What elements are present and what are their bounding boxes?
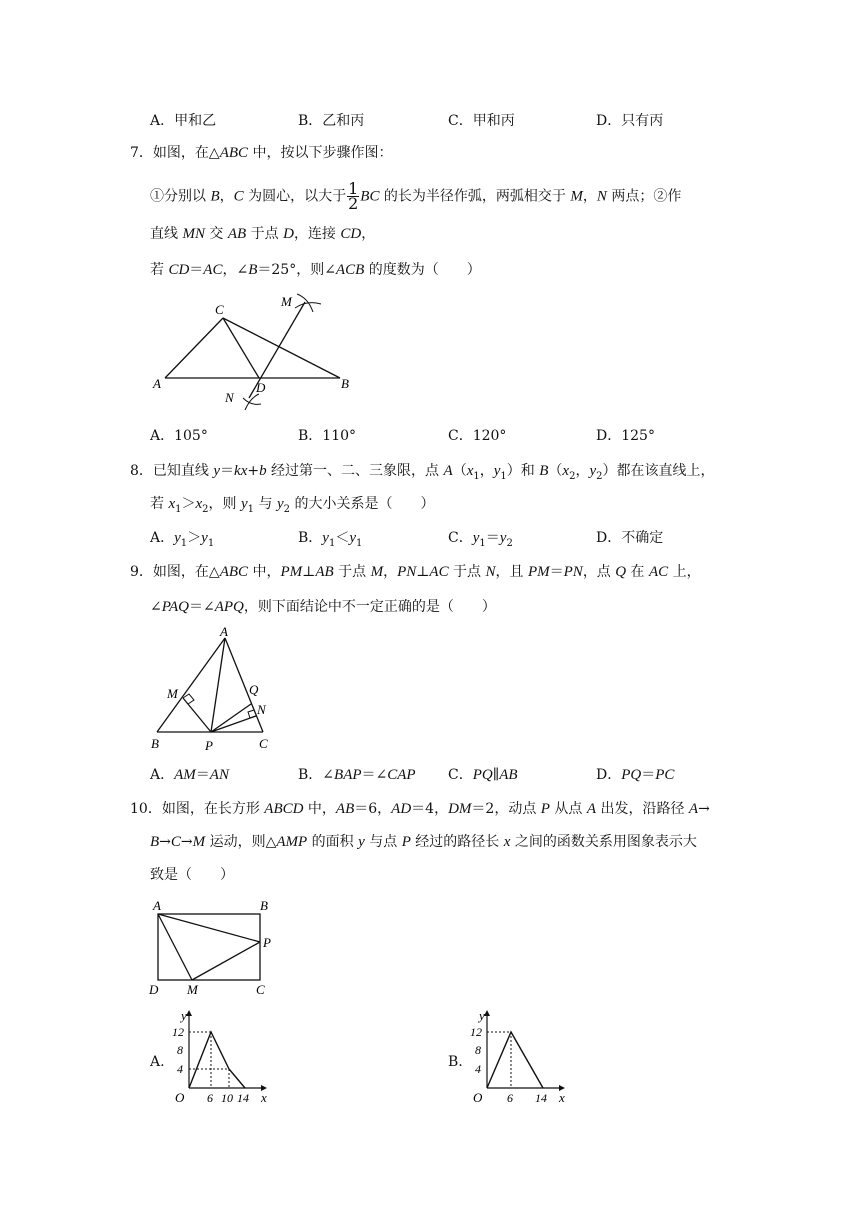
q7-option-b[interactable]: B．110° <box>298 428 357 444</box>
var: y <box>241 496 248 512</box>
text: C． <box>448 530 473 546</box>
label-n: N <box>257 702 266 717</box>
text: ，∠ <box>222 262 249 278</box>
var: D <box>283 226 294 242</box>
var: ACB <box>335 262 365 278</box>
q6-option-a[interactable]: A．甲和乙 <box>150 113 217 129</box>
sub: 1 <box>328 537 336 549</box>
var: ABC <box>219 145 249 161</box>
text: ＝ <box>220 463 235 479</box>
var: CAP <box>387 767 416 783</box>
var: M <box>370 564 384 580</box>
arc-m2 <box>295 303 321 308</box>
sub: 2 <box>202 503 209 515</box>
q10-number: 10． <box>130 801 162 817</box>
var: y <box>589 463 597 479</box>
x-tick-6: 6 <box>207 1091 213 1105</box>
q6-option-d[interactable]: D．只有丙 <box>596 113 664 129</box>
text: 的大小关系是（ ） <box>290 496 435 512</box>
var: A <box>586 801 597 817</box>
text: 若 <box>150 496 169 512</box>
segment-am <box>158 914 192 980</box>
text: ＝4， <box>411 801 449 817</box>
sub: 1 <box>356 537 363 549</box>
var: C <box>233 188 244 205</box>
y-axis-arrow <box>484 1010 490 1016</box>
label-m: M <box>281 294 292 309</box>
q10-line2 <box>150 832 697 852</box>
graph-a-line <box>189 1032 245 1088</box>
sub: 2 <box>569 470 576 482</box>
text: B．∠ <box>298 767 335 783</box>
q7-number: 7． <box>130 145 153 161</box>
text: ＝ <box>641 767 656 783</box>
text: ＝ <box>195 767 210 783</box>
q8-line1 <box>130 461 715 487</box>
q10-figure <box>145 896 285 998</box>
var: y <box>322 530 329 546</box>
text: 已知直线 <box>152 463 214 479</box>
segment-pm <box>183 698 211 732</box>
text: 于点 <box>246 226 284 242</box>
text: ＝∠ <box>188 599 215 615</box>
var: x <box>466 463 474 479</box>
text: D． <box>596 530 622 546</box>
text: ＜ <box>335 530 350 546</box>
text: ）和 <box>506 463 540 479</box>
var: P <box>540 801 550 817</box>
var: y <box>499 530 507 546</box>
q10-option-a[interactable]: A. <box>150 1054 165 1070</box>
fraction-one-half <box>347 179 359 213</box>
var: AB <box>315 564 334 580</box>
graph-b-line <box>487 1032 543 1088</box>
label-a: A <box>153 898 161 913</box>
var: AMP <box>276 834 308 850</box>
text: ，连接 <box>293 226 341 242</box>
sub: 1 <box>479 537 486 549</box>
q8-option-a[interactable] <box>150 528 214 554</box>
var: AD <box>391 801 412 817</box>
label-p: P <box>205 738 213 753</box>
q7-option-d[interactable]: D．125° <box>596 428 655 444</box>
text: ＝25°，则∠ <box>257 262 336 278</box>
var: x <box>195 496 203 512</box>
var: y <box>349 530 357 546</box>
text: → <box>159 834 171 850</box>
x-label: x <box>559 1090 565 1105</box>
text: ＞ <box>187 530 202 546</box>
var: y <box>174 530 181 546</box>
sub: 1 <box>180 537 188 549</box>
q9-option-c[interactable] <box>448 765 518 785</box>
var: PM <box>280 564 303 580</box>
x-label: x <box>261 1090 267 1105</box>
q10-graph-a <box>165 1010 275 1106</box>
q7-stem <box>130 143 393 163</box>
text: 中， <box>248 564 281 580</box>
text: 为圆心，以大于 <box>243 188 347 205</box>
text: A． <box>150 767 175 783</box>
y-label: y <box>181 1010 187 1023</box>
q9-option-b[interactable] <box>298 765 416 785</box>
var: PAQ <box>161 599 189 615</box>
label-p: P <box>263 935 271 950</box>
segment-ap <box>211 638 225 732</box>
x-tick-6: 6 <box>507 1091 513 1105</box>
text: 若 <box>150 262 169 278</box>
text: 两点；②作 <box>606 188 682 205</box>
y-axis-arrow <box>186 1010 192 1016</box>
var: M <box>570 188 583 205</box>
text: 中， <box>303 801 336 817</box>
text: （ <box>548 463 563 479</box>
text: 于点 <box>448 564 486 580</box>
text: 在 <box>626 564 650 580</box>
text: 交 <box>204 226 228 242</box>
segment-pn <box>211 716 256 732</box>
var: P <box>401 834 411 850</box>
q9-number: 9． <box>130 564 153 580</box>
label-c: C <box>215 302 224 317</box>
var: y <box>358 834 365 850</box>
label-b: B <box>260 898 268 913</box>
text: 运动，则△ <box>205 834 277 850</box>
sub: 1 <box>473 470 480 482</box>
var: AN <box>209 767 229 783</box>
y-tick-4: 4 <box>475 1062 481 1076</box>
label-a: A <box>220 624 228 639</box>
text: ， <box>219 188 234 205</box>
var: kx <box>234 463 248 479</box>
var: PC <box>655 767 675 783</box>
sub: 1 <box>500 470 507 482</box>
text: C． <box>448 767 473 783</box>
text: 的面积 <box>307 834 359 850</box>
text: 出发，沿路径 <box>596 801 689 817</box>
sub: 1 <box>175 503 182 515</box>
var: x <box>503 834 511 850</box>
var: b <box>259 463 267 479</box>
var: ABC <box>219 564 249 580</box>
q9-option-a[interactable] <box>150 765 229 785</box>
text: ，点 <box>582 564 616 580</box>
text: → <box>698 801 710 817</box>
var: CD <box>168 262 190 278</box>
text: 上， <box>668 564 701 580</box>
text: ⊥ <box>416 564 430 580</box>
label-d: D <box>256 380 266 395</box>
sub: 2 <box>506 537 513 549</box>
var: PQ <box>621 767 642 783</box>
label-c: C <box>259 736 268 751</box>
text: 与点 <box>364 834 402 850</box>
label-m: M <box>167 686 178 701</box>
var: A <box>443 463 453 479</box>
q8-number: 8． <box>130 463 153 479</box>
var: APQ <box>214 599 244 615</box>
var: CD <box>340 226 362 242</box>
var: AC <box>649 564 669 580</box>
y-tick-8: 8 <box>475 1043 481 1057</box>
text: ＝ <box>549 564 564 580</box>
segment-ac <box>165 318 223 378</box>
var: N <box>596 188 607 205</box>
text: 与 <box>254 496 277 512</box>
y-tick-12: 12 <box>172 1025 184 1039</box>
sub: 1 <box>247 503 255 515</box>
var: AC <box>203 262 223 278</box>
q10-option-b[interactable]: B. <box>448 1054 463 1070</box>
text: ， <box>383 564 398 580</box>
var: B <box>150 834 160 850</box>
var: y <box>276 496 284 512</box>
text: （ <box>452 463 467 479</box>
text: 经过的路径长 <box>410 834 504 850</box>
var: A <box>688 801 699 817</box>
var: AB <box>335 801 355 817</box>
text: ＝6， <box>354 801 392 817</box>
text: ）都在该直线上， <box>602 463 715 479</box>
label-a: A <box>153 376 161 391</box>
label-c: C <box>256 982 265 997</box>
origin-label: O <box>473 1090 483 1105</box>
q9-figure <box>145 624 285 756</box>
var: MN <box>182 226 205 242</box>
sub: 2 <box>596 470 603 482</box>
text: 经过第一、二、三象限，点 <box>266 463 444 479</box>
label-n: N <box>225 390 234 405</box>
var: x <box>562 463 570 479</box>
var: AM <box>174 767 196 783</box>
y-label: y <box>479 1010 485 1023</box>
text: 的长为半径作弧，两弧相交于 <box>379 188 571 205</box>
text: B． <box>298 530 323 546</box>
label-b: B <box>341 376 349 391</box>
q7-condition <box>150 260 481 280</box>
segment-ap <box>158 914 260 942</box>
var: PQ <box>472 767 493 783</box>
var: B <box>210 188 220 205</box>
text: → <box>180 834 193 850</box>
segment-mp <box>192 942 260 980</box>
text: 从点 <box>549 801 587 817</box>
var: BAP <box>334 767 362 783</box>
text: ＝2，动点 <box>471 801 541 817</box>
var: PN <box>397 564 417 580</box>
text: 中，按以下步骤作图： <box>248 145 393 161</box>
text: D． <box>596 767 622 783</box>
text: 不确定 <box>621 530 664 546</box>
text: 如图，在长方形 <box>161 801 265 817</box>
var: AC <box>429 564 449 580</box>
q7-figure <box>145 286 375 416</box>
text: ， <box>361 226 376 242</box>
arc-n2 <box>245 394 259 410</box>
x-tick-10: 10 <box>221 1091 233 1105</box>
q8-option-d[interactable] <box>596 528 663 548</box>
var: C <box>170 834 181 850</box>
var: y <box>201 530 208 546</box>
q6-option-c[interactable]: C．甲和丙 <box>448 113 515 129</box>
var: y <box>493 463 501 479</box>
var: y <box>472 530 480 546</box>
segment-pq <box>211 704 251 732</box>
x-tick-14: 14 <box>237 1091 249 1105</box>
text: 直线 <box>150 226 183 242</box>
frac-den: 2 <box>348 194 359 213</box>
text: ， <box>582 188 597 205</box>
var: ABCD <box>264 801 304 817</box>
y-tick-8: 8 <box>177 1043 183 1057</box>
label-d: D <box>149 982 159 997</box>
var: PM <box>527 564 550 580</box>
q6-option-b[interactable]: B．乙和丙 <box>298 113 365 129</box>
var: AB <box>499 767 518 783</box>
q10-line3 <box>150 865 234 885</box>
q10-graph-b <box>463 1010 573 1106</box>
var: BC <box>360 188 380 205</box>
sub: 2 <box>283 503 290 515</box>
origin-label: O <box>175 1090 185 1105</box>
text: 致是（ ） <box>150 867 234 883</box>
q8-line2 <box>150 494 434 520</box>
y-tick-4: 4 <box>177 1062 183 1076</box>
text: ，则下面结论中不一定正确的是（ ） <box>243 599 496 615</box>
frac-num: 1 <box>348 179 359 198</box>
text: ①分别以 <box>150 188 211 205</box>
text: 如图，在△ <box>152 564 220 580</box>
text: ，则 <box>208 496 241 512</box>
text: 的度数为（ ） <box>364 262 481 278</box>
var: AB <box>227 226 247 242</box>
label-b: B <box>151 736 159 751</box>
var: B <box>539 463 549 479</box>
var: DM <box>448 801 472 817</box>
q9-option-d[interactable] <box>596 765 674 785</box>
text: ＞ <box>181 496 196 512</box>
text: 之间的函数关系用图象表示大 <box>510 834 697 850</box>
q10-line1 <box>130 799 710 819</box>
x-tick-14: 14 <box>535 1091 547 1105</box>
text: ＝∠ <box>361 767 388 783</box>
text: ＝ <box>485 530 500 546</box>
text: ，且 <box>495 564 528 580</box>
segment-ab <box>157 638 225 732</box>
q7-option-c[interactable]: C．120° <box>448 428 507 444</box>
label-q: Q <box>249 682 259 697</box>
text: + <box>247 463 260 479</box>
var: B <box>248 262 258 278</box>
var: M <box>192 834 206 850</box>
text: ， <box>575 463 590 479</box>
q9-line2 <box>150 597 496 617</box>
sub: 1 <box>207 537 215 549</box>
text: 如图，在△ <box>152 145 220 161</box>
text: ＝ <box>189 262 204 278</box>
text: ∥ <box>492 767 500 783</box>
q7-step1 <box>150 179 682 213</box>
var: x <box>168 496 176 512</box>
q8-option-b[interactable] <box>298 528 362 554</box>
q8-option-c[interactable] <box>448 528 513 554</box>
q7-option-a[interactable]: A．105° <box>150 428 208 444</box>
y-tick-12: 12 <box>470 1025 482 1039</box>
var: Q <box>615 564 627 580</box>
q9-line1 <box>130 562 701 582</box>
text: ， <box>479 463 494 479</box>
text: ⊥ <box>302 564 316 580</box>
var: PN <box>563 564 583 580</box>
q7-step2 <box>150 224 375 244</box>
text: ∠ <box>150 599 162 615</box>
label-m: M <box>187 982 198 997</box>
var: y <box>213 463 221 479</box>
text: A． <box>150 530 175 546</box>
text: 于点 <box>333 564 371 580</box>
var: N <box>485 564 496 580</box>
